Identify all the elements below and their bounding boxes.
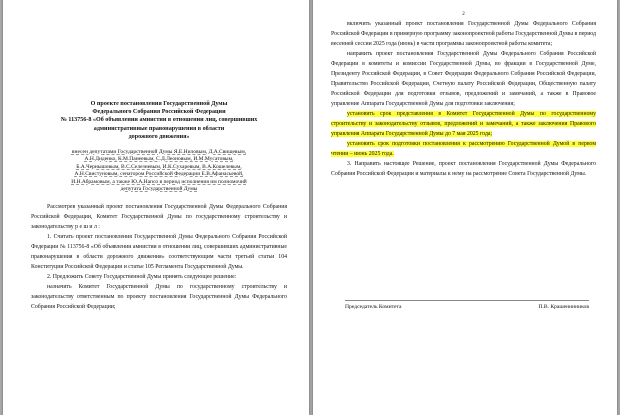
- document-title: [31, 100, 287, 141]
- title-line: административные правонарушения в области: [93, 125, 225, 132]
- paragraph-deadline-reading: [331, 139, 596, 159]
- page-2-content: [331, 12, 596, 179]
- paragraph-deadline-reviews: [331, 109, 596, 139]
- title-line: О проекте постановления Государственной Думы: [90, 101, 228, 107]
- authors-line: внесен депутатами Государственной Думы Я.Е.Ниловым, Д.А.Свищевым,: [71, 149, 247, 156]
- signature-name: П.В. Крашенинников: [538, 304, 589, 310]
- paragraph-include-program: включить указанный проект постановления Государственной Думы Федерального Собрания Российской Федерации в примерную программу законопроектной работы Государственной Думы в период весенней сессии 2025 года (июнь) в части программы законопроектной работы комитета;: [331, 21, 596, 47]
- highlighted-text: установить срок представления в Комитет Государственной Думы по государственному строительству и законодательству отзывов, предложений и замечаний, а также заключения Правового управления Аппарата Государственной Думы до 7 мая 2025 года;: [331, 111, 596, 137]
- paragraph-item-1: 1. Считать проект постановления Государственной Думы Федерального Собрания Российской Федерации № 113756-8 «Об объявлении амнистии в отношении лиц, совершивших административные правонарушения в области дорожного движения» соответствующим части третьей статьи 104 Конституции Российской Федерации и статье 105 Регламента Государственной Думы.: [31, 234, 287, 271]
- paragraph-item-3: 3. Направить настоящее Решение, проект постановления Государственной Думы Федерального Собрания Российской Федерации и материалы к нему на рассмотрение Совета Государственной Думы.: [331, 161, 596, 177]
- signature-line: [345, 300, 589, 311]
- authors-line: Б.А.Чернышовым, В.С.Селезневым, И.К.Сухаревым, В.А.Кошелевым,: [76, 163, 242, 170]
- authors-line: И.Н.Абрамовым, а также Ю.А.Напсо в период исполнения им полномочий: [71, 178, 247, 185]
- authors-line: депутата Государственной Думы: [120, 186, 198, 193]
- title-line: № 113756-8 «Об объявлении амнистии в отношении лиц, совершивших: [60, 117, 258, 124]
- paragraph-item-2: 2. Предложить Совету Государственной Думы принять следующее решение:: [47, 274, 237, 281]
- paragraph-intro: Рассмотрев указанный проект постановления Государственной Думы Федерального Собрания Российской Федерации, Комитет Государственной Думы по государственному строительству и законодательству р е ш и л :: [31, 204, 287, 231]
- authors-line: А.Н.Диденко, К.М.Панеевым, С.Д.Леоновым, И.М.Мусатовым,: [84, 156, 234, 163]
- paragraph-send-project: направить проект постановления Государственной Думы Федерального Собрания Российской Федерации в комитеты и комиссии Государственной Думы, во фракции в Государственной Думе, Президенту Российской Федерации, в Совет Федерации Федерального Собрания Российской Федерации, Правительство Российской Федерации, Счетную палату Российской Федерации, Общественную палату Российской Федерации для подготовки отзывов, предложений и замечаний, а также в Правовое управление Аппарата Государственной Думы для подготовки заключения;: [331, 51, 596, 107]
- authors-block: [31, 149, 287, 193]
- title-line: Федерального Собрания Российской Федерации: [92, 109, 226, 116]
- highlighted-text: установить срок подготовки постановления к рассмотрению Государственной Думой в первом чтении – июнь 2025 года.: [331, 141, 596, 157]
- page-number: 2: [462, 12, 465, 17]
- page-1-content: [31, 100, 287, 312]
- signature-role: Председатель Комитета: [345, 304, 402, 310]
- title-line: дорожного движения»: [128, 133, 190, 140]
- document-page-2: [313, 0, 617, 415]
- document-page-1: [3, 0, 309, 415]
- paragraph-assign-committee: назначить Комитет Государственной Думы по государственному строительству и законодательству ответственным по проекту постановления Государственной Думы Федерального Собрания Российской Федерации;: [31, 284, 287, 311]
- authors-line: А.Н.Свистуновым, сенатором Российской Федерации Е.В.Афанасьевой,: [74, 171, 244, 178]
